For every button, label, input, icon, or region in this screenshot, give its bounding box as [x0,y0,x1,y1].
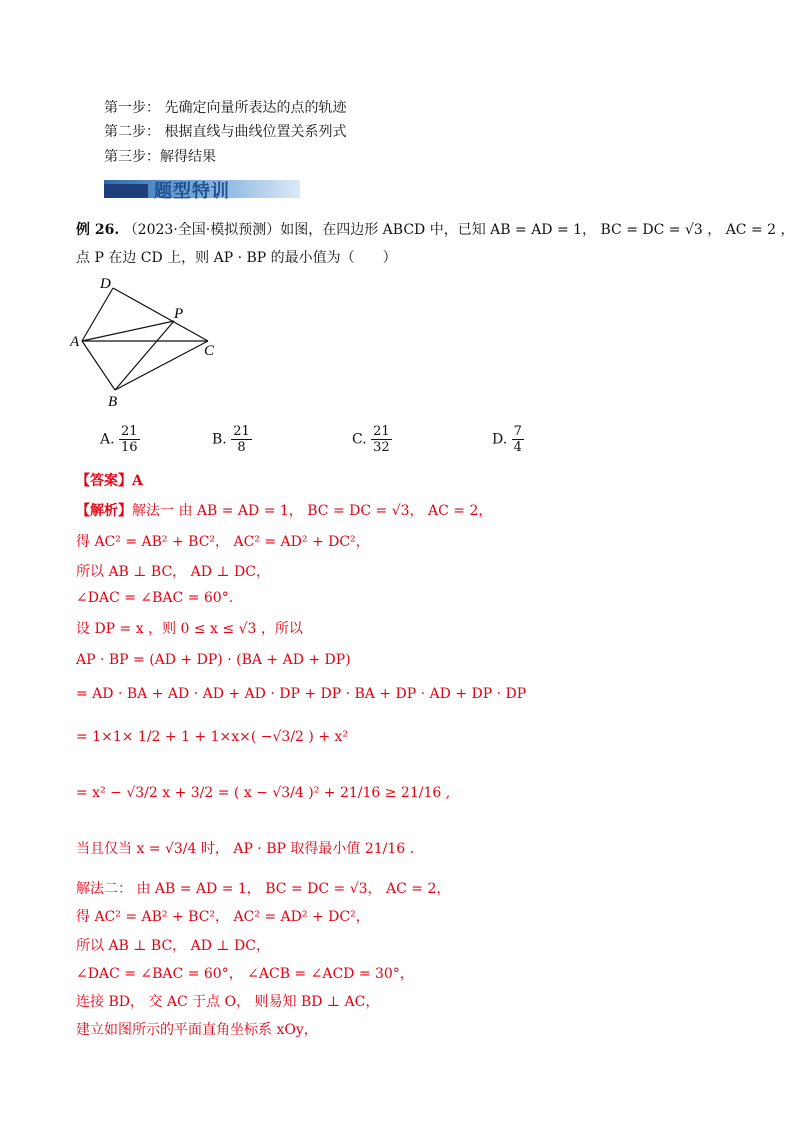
option-c-fraction [371,424,392,455]
step-2: 第二步： 根据直线与曲线位置关系列式 [104,124,347,140]
solution-line-14: ∠DAC = ∠BAC = 60°， ∠ACB = ∠ACD = 30°， [76,966,414,982]
solution-line-6: AP · BP = (AD + DP) · (BA + AD + DP) [76,652,351,668]
option-b-den: 8 [237,440,246,455]
option-c-den: 32 [373,440,390,455]
option-c-letter: C. [352,431,367,448]
option-b-fraction [231,424,252,455]
option-c-num: 21 [373,424,390,439]
option-d-num: 7 [513,424,522,439]
step-1: 第一步： 先确定向量所表达的点的轨迹 [104,100,347,116]
solution-text-1: 解法一 由 AB = AD = 1， BC = DC = √3， AC = 2， [132,503,493,519]
edge-CB [115,341,208,390]
option-a-num: 21 [121,424,138,439]
answer-line [76,470,143,490]
label-A: A [70,334,80,350]
problem-label: 例 26. [76,222,120,238]
option-d-den: 4 [513,440,522,455]
solution-line-5: 设 DP = x ，则 0 ≤ x ≤ √3 ，所以 [76,621,303,637]
answer-value: A [132,473,143,489]
option-b-letter: B. [212,431,227,448]
label-P: P [174,306,184,322]
quadrilateral-figure [70,272,230,412]
solution-line-7: = AD · BA + AD · AD + AD · DP + DP · BA + DP · AD + DP · DP [76,686,527,702]
solution-line-3: 所以 AB ⊥ BC， AD ⊥ DC， [76,564,270,580]
answer-tag: 【答案】 [76,473,132,489]
option-a-letter: A. [100,431,115,448]
edge-AD [82,288,113,341]
step-3: 第三步：解得结果 [104,149,216,165]
problem-line-1 [76,219,795,239]
solution-line-10: 当且仅当 x = √3/4 时， AP · BP 取得最小值 21/16 . [76,841,415,857]
problem-text-1: （2023·全国·模拟预测）如图，在四边形 ABCD 中，已知 AB = AD = 1， BC = DC = √3 ， AC = 2 ， [123,222,795,238]
problem-line-2: 点 P 在边 CD 上，则 AP · BP 的最小值为（ ） [76,250,397,266]
option-a-fraction [119,424,140,455]
banner-title: 题型特训 [154,181,230,202]
option-c[interactable] [352,424,392,455]
solution-line-8: = 1×1× 1/2 + 1 + 1×x×( −√3/2 ) + x² [76,729,349,745]
option-a-den: 16 [121,440,138,455]
solution-line-12: 得 AC² = AB² + BC²， AC² = AD² + DC²， [76,909,370,925]
solution-line-4: ∠DAC = ∠BAC = 60°. [76,590,234,606]
option-d[interactable] [492,424,524,455]
label-C: C [204,343,215,359]
solution-line-11: 解法二： 由 AB = AD = 1， BC = DC = √3， AC = 2， [76,881,451,897]
solution-line-9: = x² − √3/2 x + 3/2 = ( x − √3/4 )² + 21/16 ≥ 21/16 , [76,785,451,801]
option-d-letter: D. [492,431,508,448]
section-banner [104,178,300,200]
solution-line-15: 连接 BD， 交 AC 于点 O， 则易知 BD ⊥ AC， [76,994,380,1010]
label-B: B [108,394,118,410]
label-D: D [100,276,111,292]
edge-BA [82,341,115,390]
solution-line-16: 建立如图所示的平面直角坐标系 xOy， [76,1022,318,1038]
edge-DC [113,288,208,341]
option-b-num: 21 [233,424,250,439]
solution-line-13: 所以 AB ⊥ BC， AD ⊥ DC， [76,938,270,954]
solution-line-2: 得 AC² = AB² + BC²， AC² = AD² + DC²， [76,534,370,550]
solution-tag: 【解析】 [76,503,132,519]
option-a[interactable] [100,424,140,455]
option-b[interactable] [212,424,252,455]
option-d-fraction [512,424,524,455]
solution-line-1 [76,500,492,520]
